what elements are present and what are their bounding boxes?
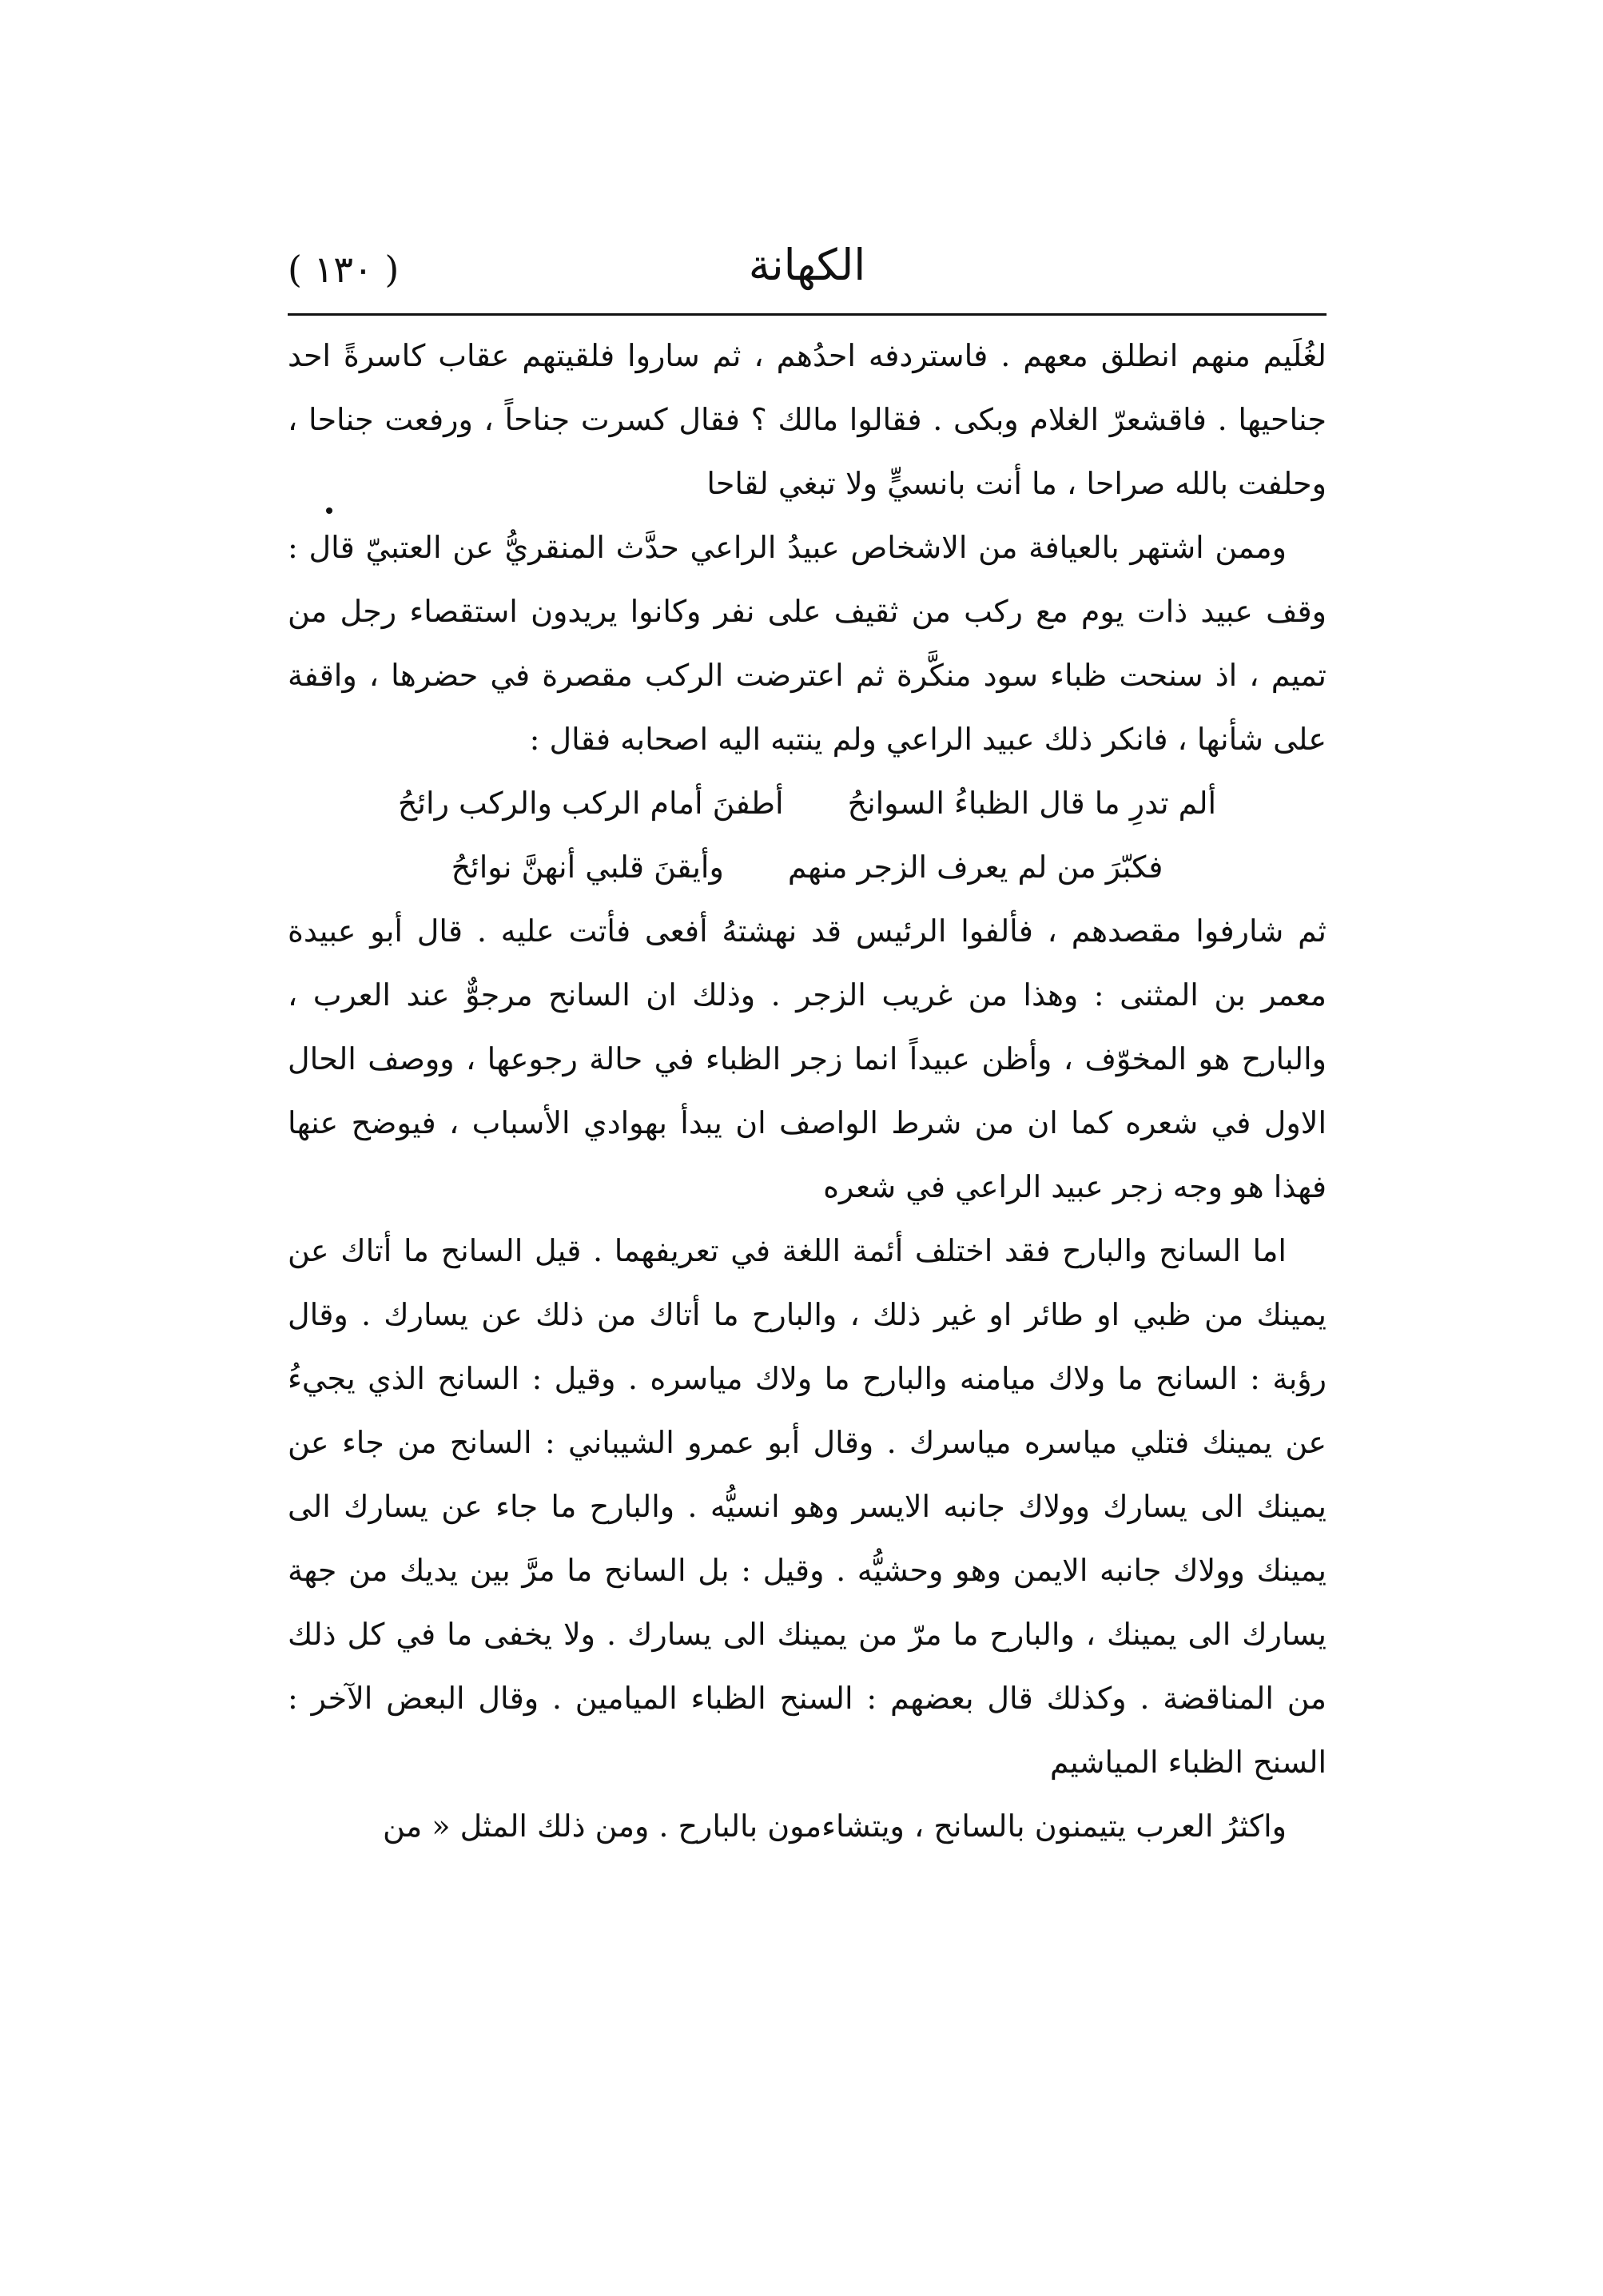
page-body (288, 324, 1327, 1858)
running-title: الكهانة (748, 240, 866, 290)
verse-2-first-hemistich: فكبّرَ من لم يعرف الزجر منهم (787, 850, 1163, 885)
header-rule (288, 313, 1327, 316)
paragraph-5: واكثرُ العرب يتيمنون بالسانح ، ويتشاءمون بالبارح . ومن ذلك المثل « من (382, 1809, 1287, 1844)
page-number: ( ١٣٠ ) (288, 248, 400, 291)
verse-line-1 (288, 771, 1327, 835)
paragraph-3: ثم شارفوا مقصدهم ، فألفوا الرئيس قد نهشتهُ أفعى فأتت عليه . قال أبو عبيدة معمر بن المثنى : وهذا من غريب الزجر . وذلك ان السانح مرجوٌّ عند العرب ، والبارح هو المخوّف ، وأظن عبيداً انما زجر الظباء في حالة رجوعها ، ووصف الحال الاول في شعره كما ان من شرط الواصف ان يبدأ بهوادي الأسباب ، فيوضح عنها فهذا هو وجه زجر عبيد الراعي في شعره (288, 913, 1327, 1204)
verse-1-first-hemistich: ألم تدرِ ما قال الظباءُ السوانحُ (847, 786, 1217, 821)
verse-2-second-hemistich: وأيقنَ قلبي أنهنَّ نوائحُ (451, 850, 724, 885)
paragraph-4: اما السانح والبارح فقد اختلف أئمة اللغة في تعريفهما . قيل السانح ما أتاك عن يمينك من ظبي او طائر او غير ذلك ، والبارح ما أتاك من ذلك عن يسارك . وقال رؤبة : السانح ما ولاك ميامنه والبارح ما ولاك مياسره . وقيل : السانح الذي يجيءُ عن يمينك فتلي مياسره مياسرك . وقال أبو عمرو الشيباني : السانح من جاء عن يمينك الى يسارك وولاك جانبه الايسر وهو انسيُّه . والبارح ما جاء عن يسارك الى يمينك وولاك جانبه الايمن وهو وحشيُّه . وقيل : بل السانح ما مرَّ بين يديك من جهة يسارك الى يمينك ، والبارح ما مرّ من يمينك الى يسارك . ولا يخفى ما في كل ذلك من المناقضة . وكذلك قال بعضهم : السنح الظباء الميامين . وقال البعض الآخر : السنح الظباء المياشيم (288, 1233, 1327, 1780)
verse-1-second-hemistich: أطفنَ أمام الركب والركب رائحُ (397, 786, 784, 821)
paragraph-2: وممن اشتهر بالعيافة من الاشخاص عبيدُ الراعي حدَّث المنقريُّ عن العتبيّ قال : وقف عبيد ذات يوم مع ركب من ثقيف على نفر وكانوا يريدون استقصاء رجل من تميم ، اذ سنحت ظباء سود منكَّرة ثم اعترضت الركب مقصرة في حضرها ، واقفة على شأنها ، فانكر ذلك عبيد الراعي ولم ينتبه اليه اصحابه فقال : (288, 530, 1327, 757)
paragraph-1: لغُلَيم منهم انطلق معهم . فاستردفه احدُهم ، ثم ساروا فلقيتهم عقاب كاسرةً احد جناحيها . فاقشعرّ الغلام وبكى . فقالوا مالك ؟ فقال كسرت جناحاً ، ورفعت جناحا ، وحلفت بالله صراحا ، ما أنت بانسيٍّ ولا تبغي لقاحا (288, 338, 1327, 501)
verse-line-2 (288, 835, 1327, 899)
page-header (288, 240, 1327, 312)
